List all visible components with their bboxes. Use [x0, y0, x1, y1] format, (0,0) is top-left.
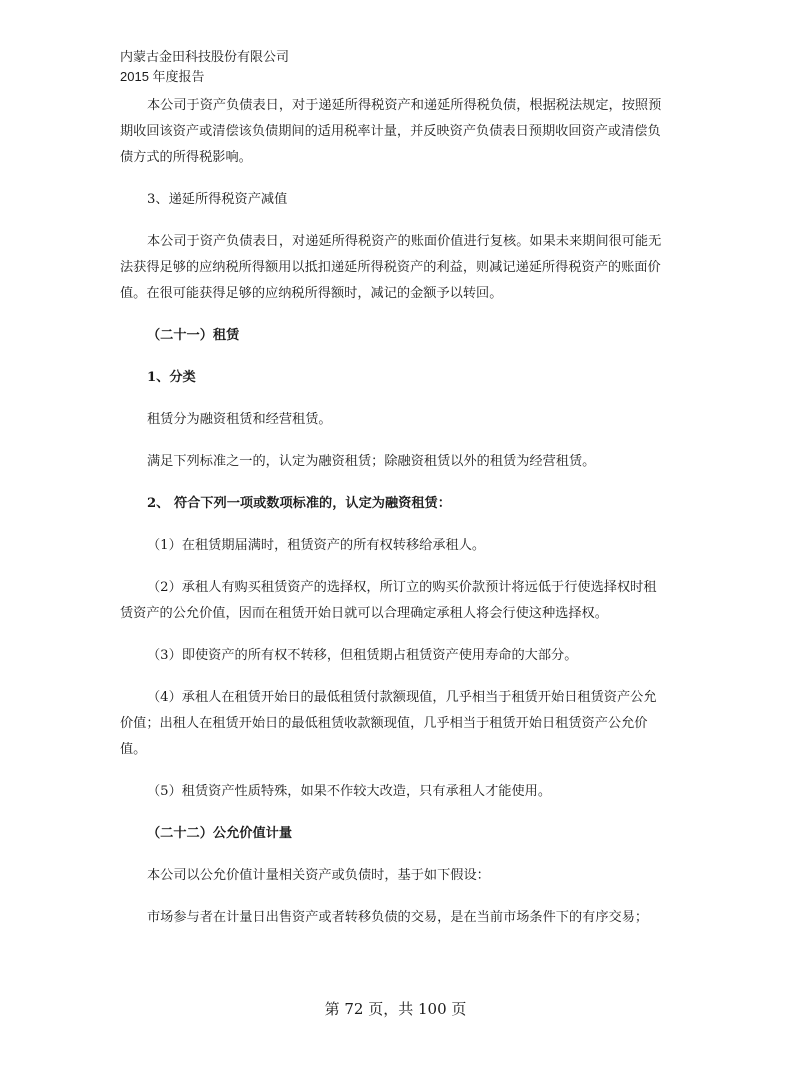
header-report-year: 2015 年度报告: [120, 69, 205, 84]
list-item-criterion-5: （5）租赁资产性质特殊，如果不作较大改造，只有承租人才能使用。: [147, 784, 552, 799]
section-heading-lease: （二十一）租赁: [147, 328, 240, 343]
page-number: 第 72 页，共 100 页: [324, 1000, 467, 1018]
paragraph-orderly-transaction: 市场参与者在计量日出售资产或者转移负债的交易，是在当前市场条件下的有序交易；: [147, 910, 649, 925]
section-heading-fair-value: （二十二）公允价值计量: [147, 826, 293, 841]
list-item-criterion-1: （1）在租赁期届满时，租赁资产的所有权转移给承租人。: [147, 538, 486, 553]
header-company: 内蒙古金田科技股份有限公司: [120, 50, 290, 65]
paragraph-deferred-tax-review: 本公司于资产负债表日，对递延所得税资产的账面价值进行复核。如果未来期间很可能无法获得足够的应纳税所得额用以抵扣递延所得税资产的利益，则减记递延所得税资产的账面价值。在很可能获得足够的应纳税所得额时，减记的金额予以转回。: [120, 234, 662, 301]
list-item-criterion-3: （3）即使资产的所有权不转移，但租赁期占租赁资产使用寿命的大部分。: [147, 648, 578, 663]
document-body: [120, 93, 665, 931]
paragraph-deferred-tax-measurement: 本公司于资产负债表日，对于递延所得税资产和递延所得税负债，根据税法规定，按照预期收回该资产或清偿该负债期间的适用税率计量，并反映资产负债表日预期收回资产或清偿负债方式的所得税影响。: [120, 98, 662, 165]
heading-deferred-tax-impairment: 3、递延所得税资产减值: [147, 192, 288, 207]
list-item-criterion-2: （2）承租人有购买租赁资产的选择权，所订立的购买价款预计将远低于行使选择权时租赁资产的公允价值，因而在租赁开始日就可以合理确定承租人将会行使这种选择权。: [120, 580, 657, 621]
paragraph-lease-criteria: 满足下列标准之一的，认定为融资租赁；除融资租赁以外的租赁为经营租赁。: [147, 454, 596, 469]
heading-finance-lease-criteria: 2、 符合下列一项或数项标准的，认定为融资租赁：: [147, 496, 451, 511]
paragraph-lease-types: 租赁分为融资租赁和经营租赁。: [147, 412, 332, 427]
heading-classification: 1、分类: [147, 370, 196, 385]
list-item-criterion-4: （4）承租人在租赁开始日的最低租赁付款额现值，几乎相当于租赁开始日租赁资产公允价值；出租人在租赁开始日的最低租赁收款额现值，几乎相当于租赁开始日租赁资产公允价值。: [120, 690, 657, 757]
paragraph-fair-value-assumption: 本公司以公允价值计量相关资产或负债时，基于如下假设：: [147, 868, 490, 883]
